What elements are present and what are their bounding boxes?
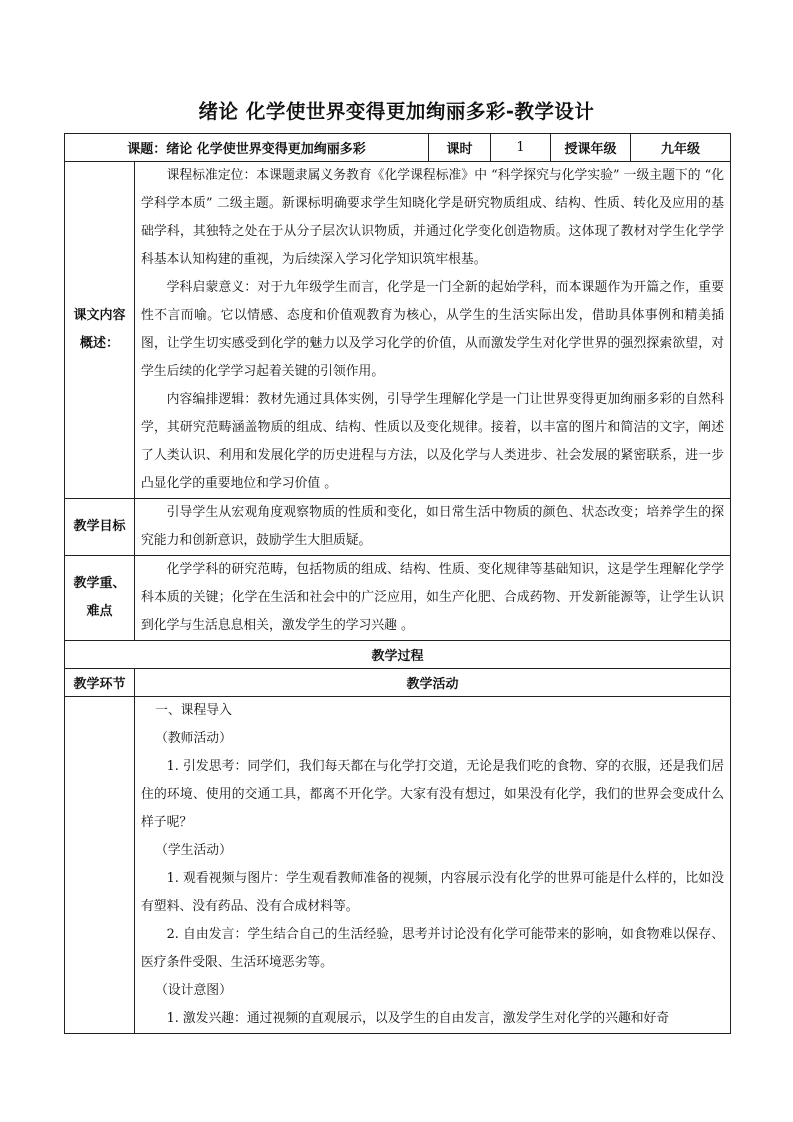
keypoints-content: [135, 556, 731, 641]
process-line: （设计意图）: [155, 983, 232, 998]
overview-label: [65, 162, 135, 499]
process-line: 1. 激发兴趣：通过视频的直观展示，以及学生的自由发言，激发学生对化学的兴趣和好奇: [166, 1011, 670, 1026]
process-line: 2. 自由发言：学生结合自己的生活经验，思考并讨论没有化学可能带来的影响，如食物难以保存、医疗条件受限、生活环境恶劣等。: [141, 927, 724, 970]
process-title-row: [65, 641, 731, 669]
page-title: 绪论 化学使世界变得更加绚丽多彩-教学设计: [198, 100, 595, 123]
overview-content: [135, 162, 731, 499]
keypoints-row: [65, 556, 731, 641]
goal-row: [65, 499, 731, 556]
overview-paragraph: 学科启蒙意义：对于九年级学生而言，化学是一门全新的起始学科，而本课题作为开篇之作，重要性不言而喻。它以情感、态度和价值观教育为核心，从学生的生活实际出发，借助具体事例和精美插图，让学生切实感受到化学的魅力以及学习化学的价值，从而激发学生对化学世界的强烈探索欲望，对学生后续的化学学习起着关键的引领作用。: [141, 280, 724, 379]
grade-label: 授课年级: [551, 134, 631, 162]
keypoints-text: 化学学科的研究范畴，包括物质的组成、结构、性质、变化规律等基础知识，这是学生理解化学学科本质的关键；化学在生活和社会中的广泛应用，如生产化肥、合成药物、开发新能源等，让学生认识到化学与生活息息相关，激发学生的学习兴趣 。: [141, 562, 724, 633]
goal-label: 教学目标: [65, 499, 135, 556]
keypoints-label-line1: 教学重、: [73, 576, 126, 591]
goal-content: [135, 499, 731, 556]
overview-paragraph: 内容编排逻辑：教材先通过具体实例，引导学生理解化学是一门让世界变得更加绚丽多彩的自然科学，其研究范畴涵盖物质的组成、结构、性质以及变化规律。接着，以丰富的图片和简洁的文字，阐述了人类认识、利用和发展化学的历史进程与方法，以及化学与人类进步、社会发展的紧密联系，进一步凸显化学的重要地位和学习价值 。: [141, 392, 724, 491]
overview-paragraph: 课程标准定位：本课题隶属义务教育《化学课程标准》中 “科学探究与化学实验” 一级主题下的 “化学科学本质” 二级主题。新课标明确要求学生知晓化学是研究物质组成、结构、性质、转化及应用的基础学科，其独特之处在于从分子层次认识物质，并通过化学变化创造物质。这体现了教材对学生化学学科基本认知构建的重视，为后续深入学习化学知识筑牢根基。: [141, 168, 724, 267]
process-line: 1. 引发思考：同学们，我们每天都在与化学打交道，无论是我们吃的食物、穿的衣服，还是我们居住的环境、使用的交通工具，都离不开化学。大家有没有想过，如果没有化学，我们的世界会变成什么样子呢？: [141, 759, 724, 830]
overview-label-line2: 概述：: [79, 336, 119, 351]
goal-text: 引导学生从宏观角度观察物质的性质和变化，如日常生活中物质的颜色、状态改变；培养学生的探究能力和创新意识，鼓励学生大胆质疑。: [141, 505, 724, 548]
process-title: 教学过程: [65, 641, 731, 669]
process-line: （学生活动）: [155, 843, 232, 858]
period-label: 课时: [429, 134, 491, 162]
process-activity-cell: [135, 697, 731, 1034]
lesson-plan-table: [64, 133, 731, 1034]
keypoints-label-line2: 难点: [86, 604, 113, 619]
process-line: （教师活动）: [155, 731, 232, 746]
process-line: 1. 观看视频与图片：学生观看教师准备的视频，内容展示没有化学的世界可能是什么样的，比如没有塑料、没有药品、没有合成材料等。: [141, 871, 724, 914]
process-line: 一、课程导入: [155, 703, 232, 718]
overview-label-line1: 课文内容: [73, 308, 126, 323]
overview-row: [65, 162, 731, 499]
process-stage-cell: [65, 697, 135, 1034]
process-col-activity: 教学活动: [135, 669, 731, 697]
process-col-stage: 教学环节: [65, 669, 135, 697]
process-header-row: [65, 669, 731, 697]
keypoints-label: [65, 556, 135, 641]
topic-label: 课题：绪论 化学使世界变得更加绚丽多彩: [65, 134, 429, 162]
period-value: 1: [491, 134, 551, 162]
header-row: [65, 134, 731, 162]
grade-value: 九年级: [631, 134, 731, 162]
process-content-row: [65, 697, 731, 1034]
